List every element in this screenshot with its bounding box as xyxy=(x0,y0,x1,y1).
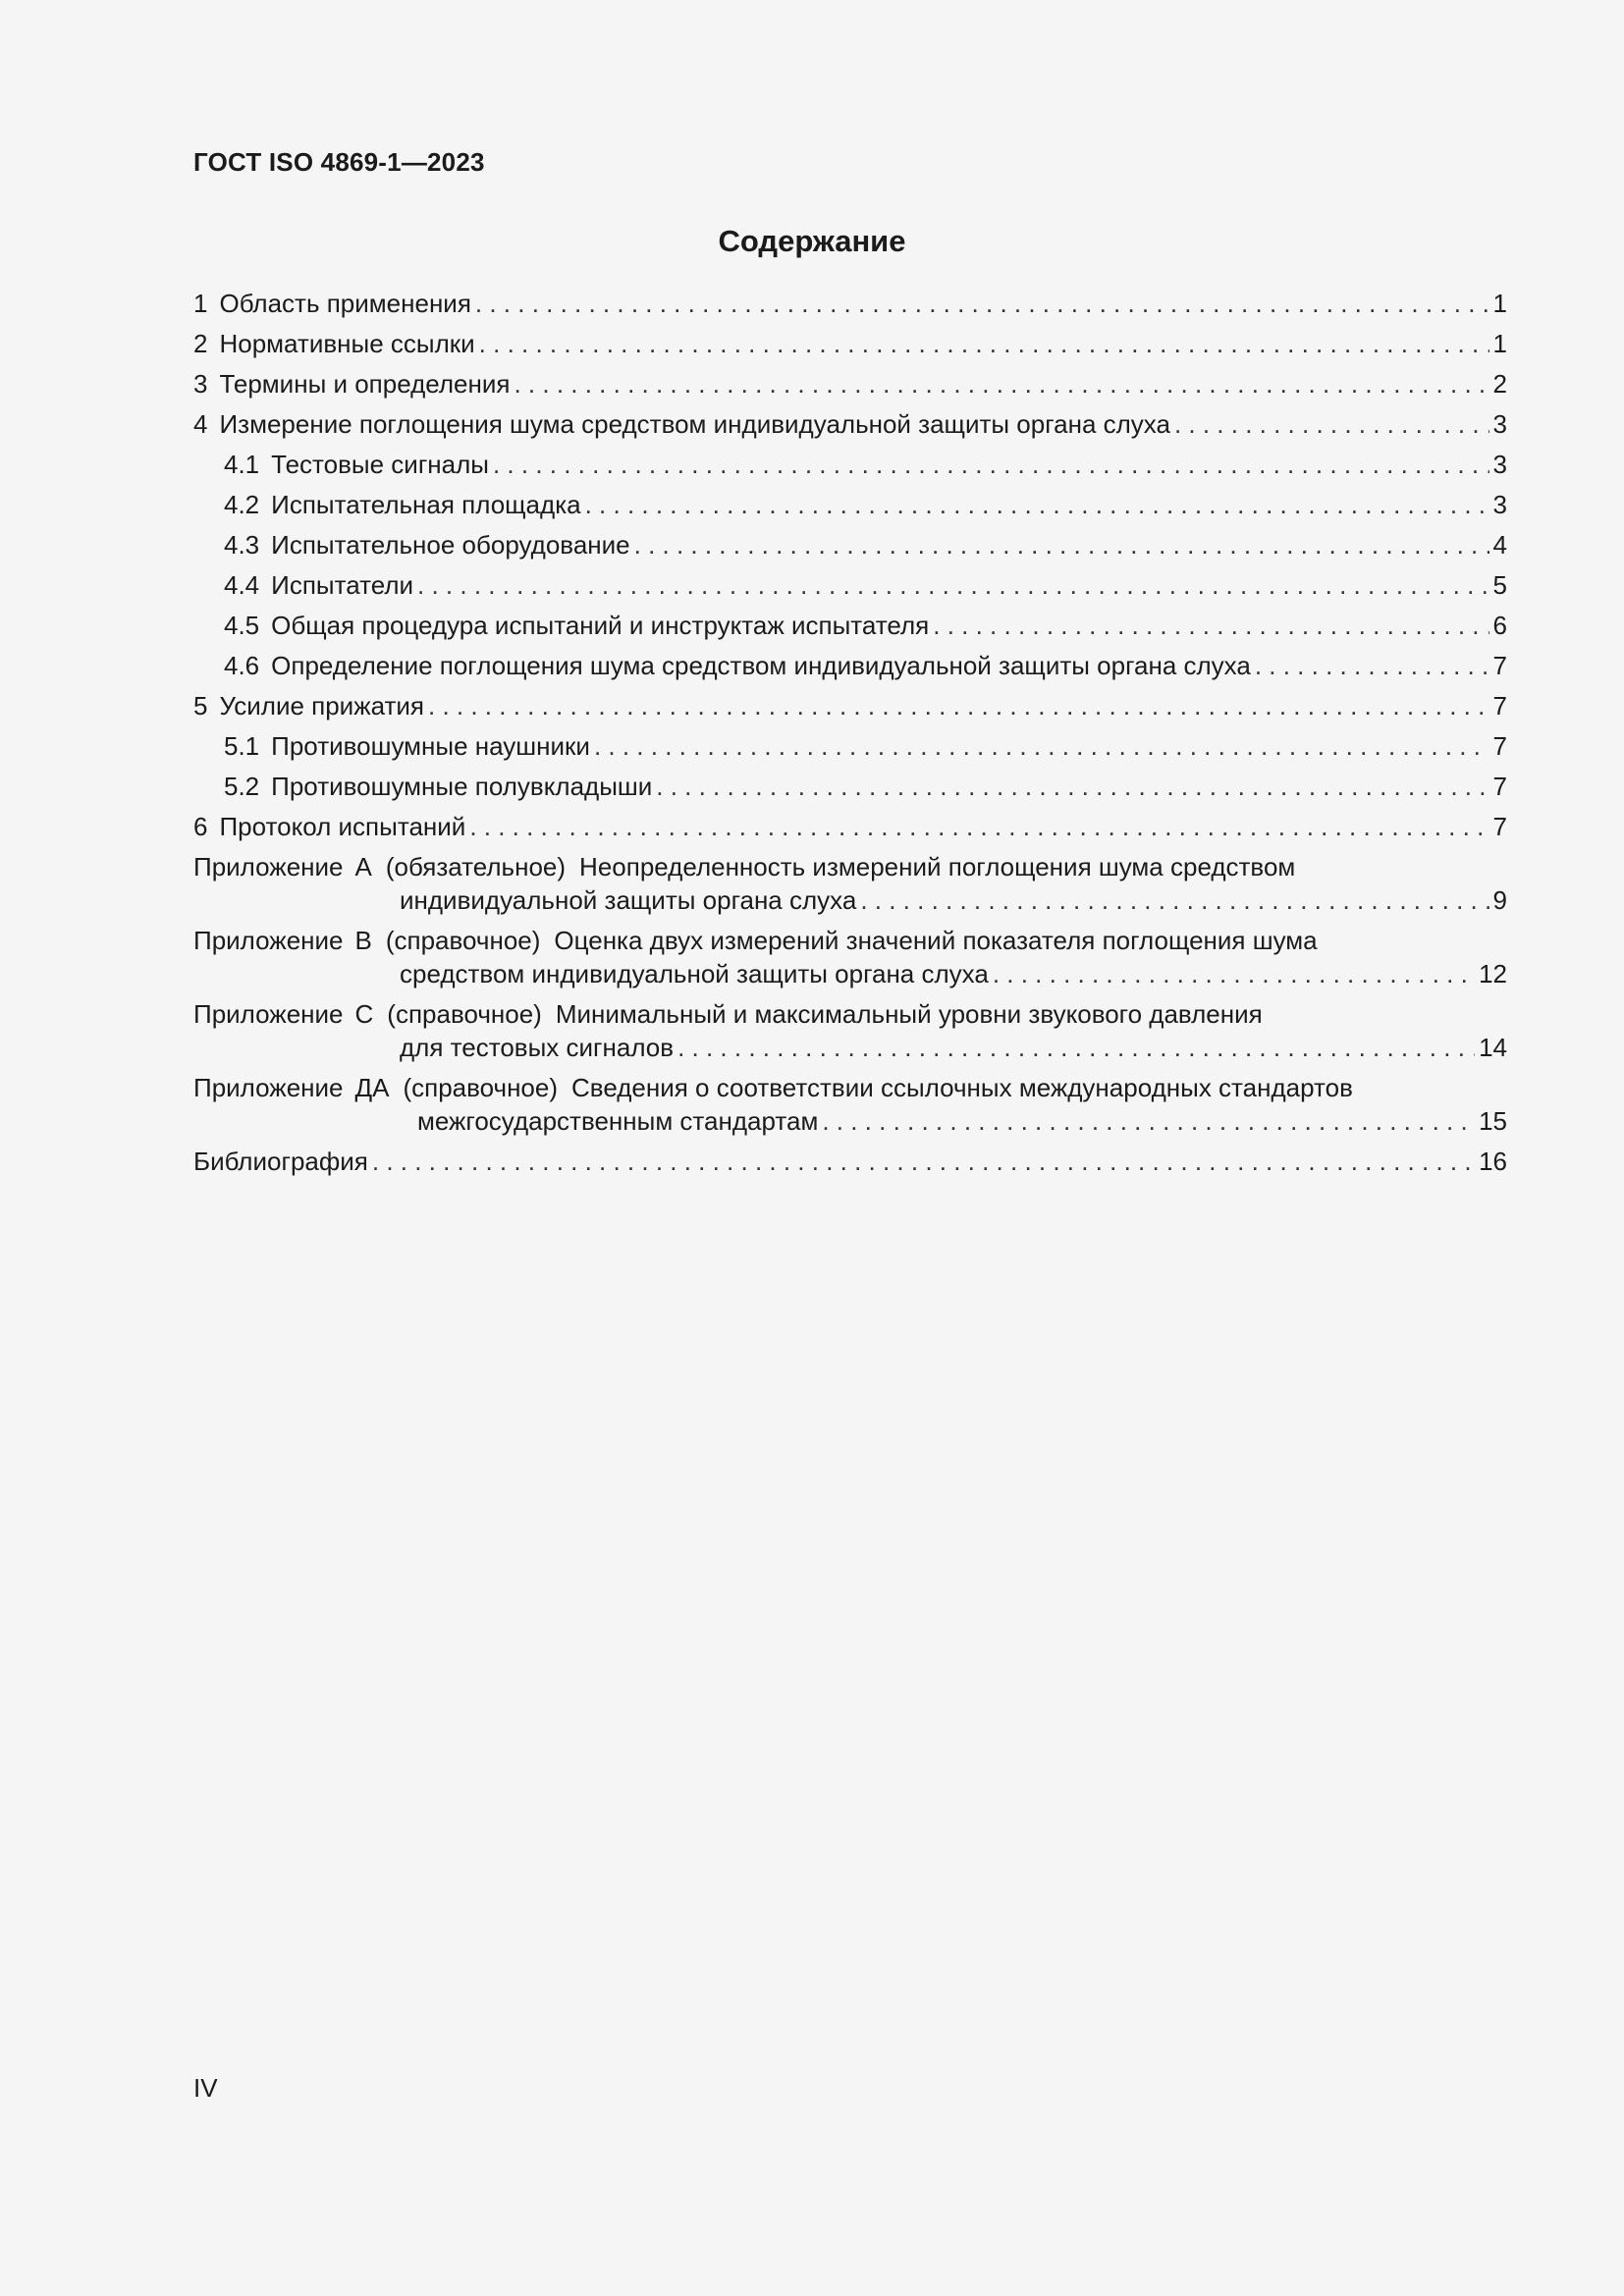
page-number: IV xyxy=(193,2073,218,2103)
appendix-title: Минимальный и максимальный уровни звукового давления xyxy=(555,999,1263,1029)
dot-leader xyxy=(475,287,1489,320)
dot-leader xyxy=(514,367,1489,400)
toc-item-number: 4.4 xyxy=(224,570,260,600)
toc-item-number: 4.6 xyxy=(224,651,260,680)
dot-leader xyxy=(594,729,1489,763)
toc-appendix-b[interactable] xyxy=(193,924,1507,990)
toc-item-page: 7 xyxy=(1492,812,1507,841)
appendix-title: Оценка двух измерений значений показателя поглощения шума xyxy=(554,926,1318,955)
toc-item-page: 3 xyxy=(1492,490,1507,519)
toc-item-number: 4.2 xyxy=(224,490,260,519)
toc-item-title: Тестовые сигналы xyxy=(271,450,489,479)
toc-item-2[interactable] xyxy=(193,327,1507,367)
toc-title: Содержание xyxy=(718,224,906,258)
toc-item-5-1[interactable] xyxy=(193,729,1507,770)
appendix-kind: (справочное) xyxy=(387,999,542,1029)
toc-item-title: Противошумные полувкладыши xyxy=(271,772,653,801)
dot-leader xyxy=(428,689,1489,722)
document-code: ГОСТ ISO 4869-1—2023 xyxy=(193,147,485,177)
toc-item-number: 6 xyxy=(193,812,208,841)
appendix-title-cont: для тестовых сигналов xyxy=(400,1033,675,1062)
toc-item-page: 7 xyxy=(1492,772,1507,801)
toc-item-number: 1 xyxy=(193,289,208,318)
toc-appendix-da[interactable] xyxy=(193,1071,1507,1138)
toc-item-4-6[interactable] xyxy=(193,649,1507,689)
toc-item-page: 2 xyxy=(1492,369,1507,399)
toc-item-number: 2 xyxy=(193,329,208,358)
toc-item-title: Усилие прижатия xyxy=(219,691,425,721)
toc-item-title: Определение поглощения шума средством индивидуальной защиты органа слуха xyxy=(271,651,1251,680)
dot-leader xyxy=(585,488,1489,521)
dot-leader xyxy=(1174,407,1489,441)
dot-leader xyxy=(479,327,1489,360)
toc-item-bibliography[interactable] xyxy=(193,1145,1507,1185)
dot-leader xyxy=(993,957,1475,990)
toc-item-number: 3 xyxy=(193,369,208,399)
dot-leader xyxy=(933,609,1489,642)
toc-item-6[interactable] xyxy=(193,810,1507,850)
toc-item-page: 3 xyxy=(1492,409,1507,439)
appendix-title: Сведения о соответствии ссылочных международных стандартов xyxy=(571,1073,1353,1102)
appendix-letter: В xyxy=(354,926,372,955)
appendix-kind: (обязательное) xyxy=(385,852,567,881)
table-of-contents xyxy=(193,287,1507,1185)
toc-item-number: 4.1 xyxy=(224,450,260,479)
toc-item-title: Испытательное оборудование xyxy=(271,530,630,560)
appendix-kind: (справочное) xyxy=(385,926,541,955)
appendix-letter: ДА xyxy=(354,1073,390,1102)
toc-item-number: 5 xyxy=(193,691,208,721)
toc-item-4-5[interactable] xyxy=(193,609,1507,649)
toc-appendix-c[interactable] xyxy=(193,997,1507,1064)
dot-leader xyxy=(656,770,1489,803)
toc-item-page: 1 xyxy=(1492,289,1507,318)
toc-item-page: 7 xyxy=(1492,691,1507,721)
toc-item-title: Измерение поглощения шума средством индивидуальной защиты органа слуха xyxy=(219,409,1170,439)
toc-item-4-1[interactable] xyxy=(193,448,1507,488)
toc-item-title: Противошумные наушники xyxy=(271,731,590,761)
toc-item-4[interactable] xyxy=(193,407,1507,448)
toc-item-page: 5 xyxy=(1492,570,1507,600)
appendix-letter: С xyxy=(354,999,374,1029)
appendix-kind: (справочное) xyxy=(403,1073,559,1102)
dot-leader xyxy=(493,448,1489,481)
toc-item-title: Библиография xyxy=(193,1147,368,1176)
dot-leader xyxy=(417,568,1489,602)
toc-item-3[interactable] xyxy=(193,367,1507,407)
appendix-letter: А xyxy=(354,852,372,881)
toc-item-page: 7 xyxy=(1492,731,1507,761)
toc-item-title: Область применения xyxy=(219,289,471,318)
toc-item-number: 4 xyxy=(193,409,208,439)
dot-leader xyxy=(860,883,1489,917)
toc-item-5[interactable] xyxy=(193,689,1507,729)
toc-item-page: 7 xyxy=(1492,651,1507,680)
dot-leader xyxy=(1255,649,1489,682)
appendix-page: 12 xyxy=(1479,959,1507,988)
appendix-title-cont: средством индивидуальной защиты органа слуха xyxy=(400,959,989,988)
appendix-label: Приложение xyxy=(193,926,344,955)
appendix-title: Неопределенность измерений поглощения шума средством xyxy=(579,852,1296,881)
toc-item-4-2[interactable] xyxy=(193,488,1507,528)
toc-item-title: Испытатели xyxy=(271,570,414,600)
toc-item-page: 1 xyxy=(1492,329,1507,358)
dot-leader xyxy=(469,810,1489,843)
toc-item-4-4[interactable] xyxy=(193,568,1507,609)
toc-item-number: 5.1 xyxy=(224,731,260,761)
appendix-label: Приложение xyxy=(193,999,344,1029)
dot-leader xyxy=(677,1031,1475,1064)
toc-item-title: Термины и определения xyxy=(219,369,511,399)
toc-item-page: 3 xyxy=(1492,450,1507,479)
toc-item-number: 4.5 xyxy=(224,611,260,640)
toc-item-page: 6 xyxy=(1492,611,1507,640)
toc-item-number: 4.3 xyxy=(224,530,260,560)
appendix-page: 9 xyxy=(1492,885,1507,915)
toc-item-title: Общая процедура испытаний и инструктаж испытателя xyxy=(271,611,930,640)
appendix-label: Приложение xyxy=(193,852,344,881)
toc-item-page: 16 xyxy=(1479,1147,1507,1176)
appendix-title-cont: межгосударственным стандартам xyxy=(417,1106,819,1136)
toc-item-title: Нормативные ссылки xyxy=(219,329,475,358)
dot-leader xyxy=(822,1104,1475,1138)
toc-item-1[interactable] xyxy=(193,287,1507,327)
appendix-label: Приложение xyxy=(193,1073,344,1102)
toc-item-title: Протокол испытаний xyxy=(219,812,466,841)
dot-leader xyxy=(372,1145,1475,1178)
appendix-title-cont: индивидуальной защиты органа слуха xyxy=(400,885,857,915)
toc-item-number: 5.2 xyxy=(224,772,260,801)
toc-item-title: Испытательная площадка xyxy=(271,490,581,519)
toc-item-4-3[interactable] xyxy=(193,528,1507,568)
appendix-page: 14 xyxy=(1479,1033,1507,1062)
toc-item-page: 4 xyxy=(1492,530,1507,560)
toc-appendix-a[interactable] xyxy=(193,850,1507,917)
appendix-page: 15 xyxy=(1479,1106,1507,1136)
dot-leader xyxy=(634,528,1489,561)
toc-item-5-2[interactable] xyxy=(193,770,1507,810)
